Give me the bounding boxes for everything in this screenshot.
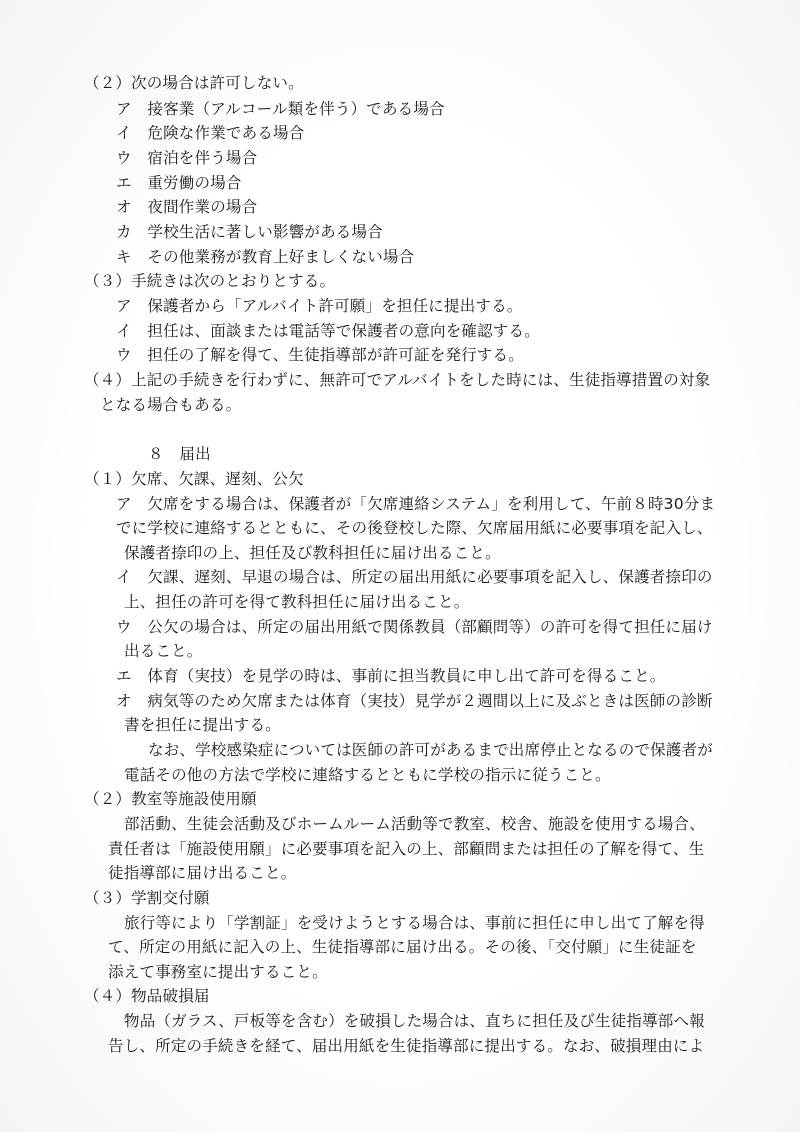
list-item: エ 重労働の場合 bbox=[116, 174, 242, 192]
paragraph-line: 物品（ガラス、戸板等を含む）を破損した場合は、直ちに担任及び生徒指導部へ報 bbox=[124, 1012, 705, 1030]
paragraph-line: て、所定の用紙に記入の上、生徒指導部に届け出る。その後、「交付願」に生徒証を bbox=[108, 938, 697, 956]
list-item: ウ 担任の了解を得て、生徒指導部が許可証を発行する。 bbox=[116, 346, 524, 364]
paragraph-line: 出ること。 bbox=[124, 642, 203, 660]
paragraph-line: 責任者は「施設使用願」に必要事項を記入の上、部顧問または担任の了解を得て、生 bbox=[108, 840, 705, 858]
paragraph-line: となる場合もある。 bbox=[100, 396, 242, 414]
list-item: ア 接客業（アルコール類を伴う）である場合 bbox=[116, 100, 445, 118]
list-item: イ 欠課、遅刻、早退の場合は、所定の届出用紙に必要事項を記入し、保護者捺印の bbox=[116, 568, 713, 586]
subsection-heading: （４）物品破損届 bbox=[84, 987, 210, 1005]
paragraph-line: 書を担任に提出する。 bbox=[124, 716, 282, 734]
paragraph-line: 旅行等により「学割証」を受けようとする場合は、事前に担任に申し出て了解を得 bbox=[124, 914, 705, 932]
section-2-heading: （２）次の場合は許可しない。 bbox=[84, 74, 304, 92]
paragraph-line: 上、担任の許可を得て教科担任に届け出ること。 bbox=[124, 593, 470, 611]
list-item: カ 学校生活に著しい影響がある場合 bbox=[116, 223, 383, 241]
paragraph-line: 部活動、生徒会活動及びホームルーム活動等で教室、校舎、施設を使用する場合、 bbox=[124, 815, 705, 833]
list-item: ウ 宿泊を伴う場合 bbox=[116, 149, 258, 167]
list-item: イ 危険な作業である場合 bbox=[116, 124, 305, 142]
subsection-heading: （２）教室等施設使用願 bbox=[84, 790, 257, 808]
chapter-8-heading: ８ 届出 bbox=[148, 445, 211, 463]
paragraph-line: 電話その他の方法で学校に連絡するとともに学校の指示に従うこと。 bbox=[124, 766, 611, 784]
list-item: ア 保護者から「アルバイト許可願」を担任に提出する。 bbox=[116, 297, 523, 315]
list-item: ウ 公欠の場合は、所定の届出用紙で関係教員（部顧問等）の許可を得て担任に届け bbox=[116, 618, 713, 636]
paragraph-line: 添えて事務室に提出すること。 bbox=[108, 963, 328, 981]
subsection-heading: （３）学割交付願 bbox=[84, 889, 210, 907]
list-item: イ 担任は、面談または電話等で保護者の意向を確認する。 bbox=[116, 322, 540, 340]
list-item: ア 欠席をする場合は、保護者が「欠席連絡システム」を利用して、午前８時30分ま bbox=[116, 495, 716, 513]
paragraph-line: 保護者捺印の上、担任及び教科担任に届け出ること。 bbox=[124, 544, 501, 562]
paragraph-line: でに学校に連絡するとともに、その後登校した際、欠席届用紙に必要事項を記入し、 bbox=[116, 519, 713, 537]
subsection-heading: （１）欠席、欠課、遅刻、公欠 bbox=[84, 470, 304, 488]
list-item: オ 夜間作業の場合 bbox=[116, 198, 258, 216]
section-3-heading: （３）手続きは次のとおりとする。 bbox=[84, 272, 336, 290]
list-item: エ 体育（実技）を見学の時は、事前に担当教員に申し出て許可を得ること。 bbox=[116, 667, 666, 685]
section-4-paragraph: （４）上記の手続きを行わずに、無許可でアルバイトをした時には、生徒指導措置の対象 bbox=[84, 371, 711, 389]
paragraph-line: 告し、所定の手続きを経て、届出用紙を生徒指導部に提出する。なお、破損理由によ bbox=[108, 1037, 705, 1055]
list-item: キ その他業務が教育上好ましくない場合 bbox=[116, 248, 415, 266]
list-item: オ 病気等のため欠席または体育（実技）見学が２週間以上に及ぶときは医師の診断 bbox=[116, 692, 713, 710]
paragraph-line: なお、学校感染症については医師の許可があるまで出席停止となるので保護者が bbox=[148, 741, 713, 759]
paragraph-line: 徒指導部に届け出ること。 bbox=[108, 864, 297, 882]
